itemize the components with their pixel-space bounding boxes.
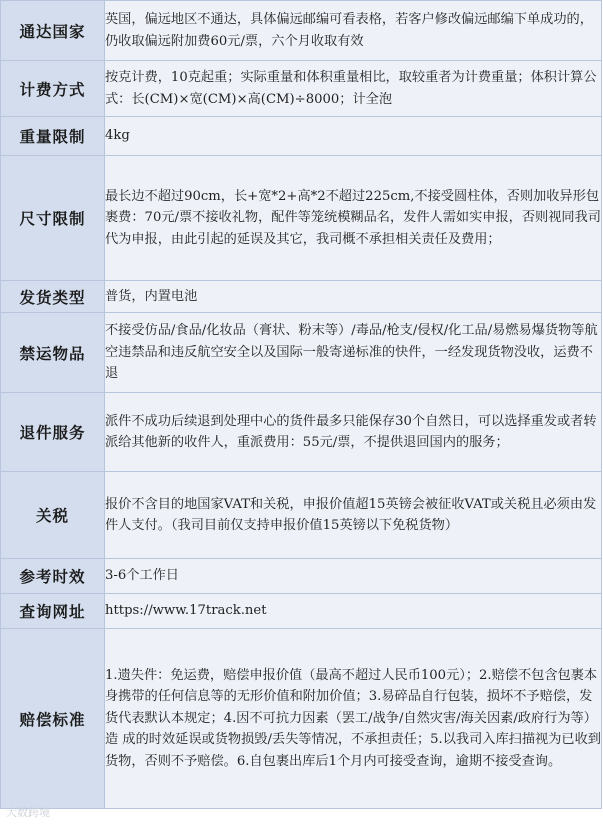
row-value: 3-6个工作日 xyxy=(105,559,602,594)
table-row xyxy=(1,156,602,281)
row-label: 赔偿标准 xyxy=(1,629,105,809)
row-label: 尺寸限制 xyxy=(1,156,105,281)
row-label: 参考时效 xyxy=(1,559,105,594)
watermark-logo: 大数跨境 xyxy=(6,806,50,819)
table-row xyxy=(1,629,602,809)
table-row xyxy=(1,393,602,472)
row-value: 1.遗失件：免运费，赔偿申报价值（最高不超过人民币100元）；2.赔偿不包含包裹本身携带的任何信息等的无形价值和附加价值；3.易碎品自行包装，损坏不予赔偿，发货代表默认本规定；4.因不可抗力因素（罢工/战争/自然灾害/海关因素/政府行为等）造 成的时效延误或货物损毁/丢失等情况，不承担责任；5.以我司入库扫描视为已收到货物，否则不予赔偿。6.自包裹出库后1个月内可接受查询，逾期不接受查询。 xyxy=(105,629,602,809)
row-label: 发货类型 xyxy=(1,281,105,313)
table-row xyxy=(1,559,602,594)
row-value: 不接受仿品/食品/化妆品（膏状、粉末等）/毒品/枪支/侵权/化工品/易燃易爆货物等航空违禁品和违反航空安全以及国际一般寄递标准的快件，一经发现货物没收，运费不退 xyxy=(105,313,602,393)
table-row xyxy=(1,313,602,393)
row-label: 关税 xyxy=(1,472,105,559)
row-value: 普货，内置电池 xyxy=(105,281,602,313)
row-label: 重量限制 xyxy=(1,117,105,156)
row-value: 英国，偏远地区不通达，具体偏远邮编可看表格，若客户修改偏远邮编下单成功的，仍收取偏远附加费60元/票，六个月收取有效 xyxy=(105,1,602,61)
row-value: https://www.17track.net xyxy=(105,594,602,629)
row-label: 退件服务 xyxy=(1,393,105,472)
row-label: 查询网址 xyxy=(1,594,105,629)
row-value: 按克计费，10克起重；实际重量和体积重量相比，取较重者为计费重量；体积计算公式：长(CM)×宽(CM)×高(CM)÷8000；计全泡 xyxy=(105,61,602,117)
row-label: 禁运物品 xyxy=(1,313,105,393)
row-label: 计费方式 xyxy=(1,61,105,117)
row-value: 最长边不超过90cm，长+宽*2+高*2不超过225cm,不接受圆柱体，否则加收异形包裹费：70元/票不接收礼物，配件等笼统模糊品名，发件人需如实申报，否则视同我司代为申报，由此引起的延误及其它，我司概不承担相关责任及费用； xyxy=(105,156,602,281)
table-row xyxy=(1,61,602,117)
row-label: 通达国家 xyxy=(1,1,105,61)
row-value: 报价不含目的地国家VAT和关税，申报价值超15英镑会被征收VAT或关税且必须由发件人支付。（我司目前仅支持申报价值15英镑以下免税货物） xyxy=(105,472,602,559)
table-row xyxy=(1,1,602,61)
row-value: 派件不成功后续退到处理中心的货件最多只能保存30个自然日，可以选择重发或者转派给其他新的收件人，重派费用：55元/票，不提供退回国内的服务； xyxy=(105,393,602,472)
table-row xyxy=(1,281,602,313)
table-row xyxy=(1,594,602,629)
table-row xyxy=(1,472,602,559)
row-value: 4kg xyxy=(105,117,602,156)
table-row xyxy=(1,117,602,156)
